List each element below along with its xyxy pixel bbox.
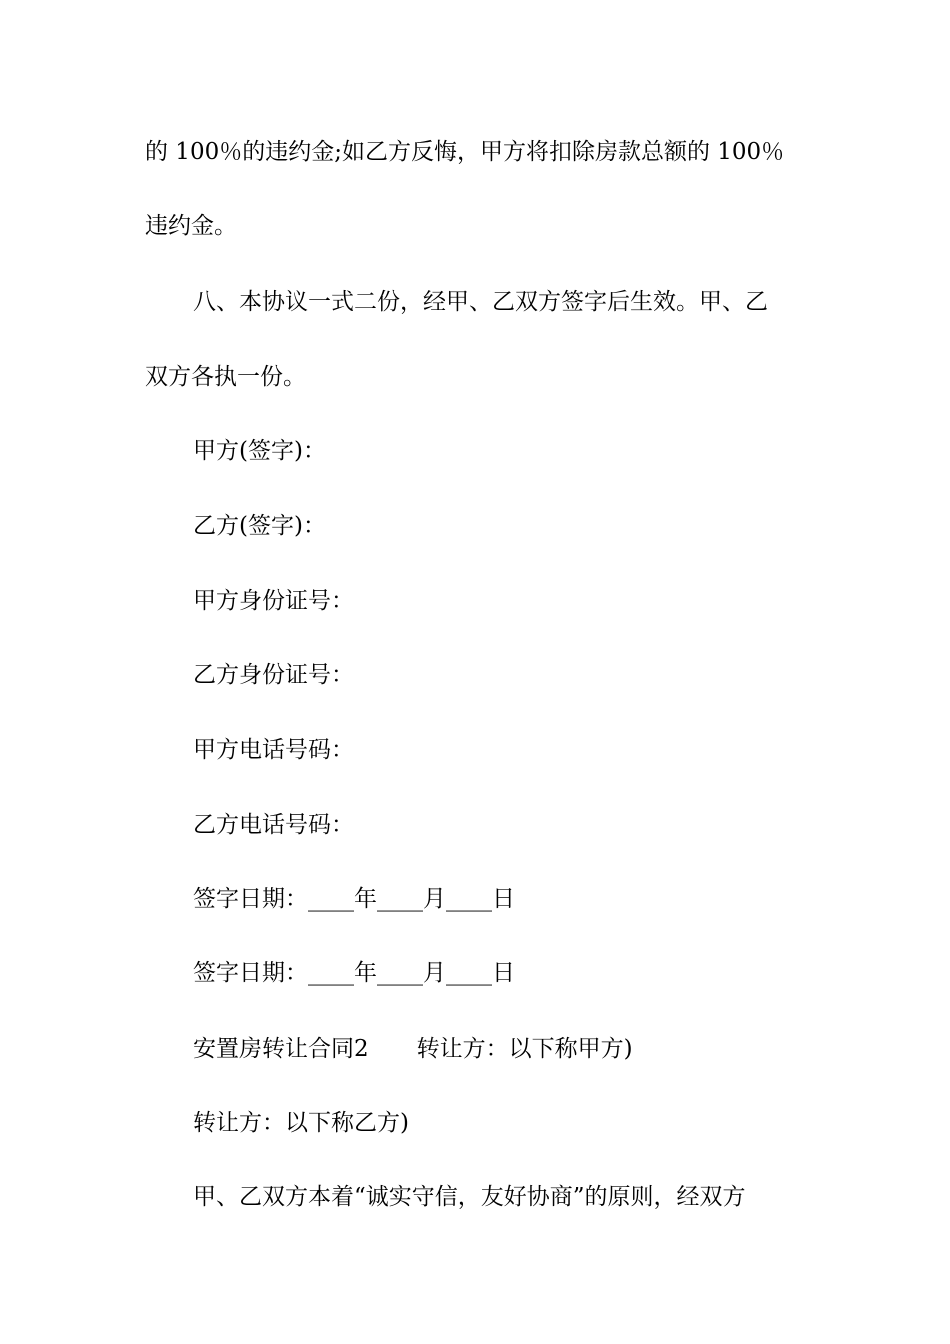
paragraph-line bbox=[193, 287, 803, 317]
id-number-field-party-a: 甲方身份证号： bbox=[193, 588, 354, 614]
transferee-label: 转让方：以下称乙方) bbox=[193, 1110, 409, 1136]
signature-field-party-b: 乙方(签字)： bbox=[193, 513, 326, 539]
paragraph-line: 违约金。 bbox=[145, 213, 237, 239]
text-line: 八、本协议一式二份，经甲、乙双方签字后生效。甲、乙 bbox=[193, 289, 768, 315]
contract-title: 安置房转让合同2 bbox=[193, 1036, 369, 1062]
text-line: 的 100％的违约金;如乙方反悔，甲方将扣除房款总额的 100％ bbox=[145, 139, 785, 165]
paragraph-line bbox=[145, 137, 803, 167]
contract-heading-line bbox=[193, 1034, 633, 1064]
paragraph-line: 甲、乙双方本着“诚实守信，友好协商”的原则，经双方 bbox=[193, 1184, 746, 1210]
phone-field-party-b: 乙方电话号码： bbox=[193, 812, 354, 838]
signing-date-field: 签字日期：____年____月____日 bbox=[193, 886, 515, 912]
phone-field-party-a: 甲方电话号码： bbox=[193, 737, 354, 763]
signature-field-party-a: 甲方(签字)： bbox=[193, 438, 326, 464]
paragraph-line: 双方各执一份。 bbox=[145, 364, 306, 390]
id-number-field-party-b: 乙方身份证号： bbox=[193, 662, 354, 688]
transferor-label: 转让方：以下称甲方) bbox=[416, 1036, 633, 1062]
signing-date-field: 签字日期：____年____月____日 bbox=[193, 960, 515, 986]
